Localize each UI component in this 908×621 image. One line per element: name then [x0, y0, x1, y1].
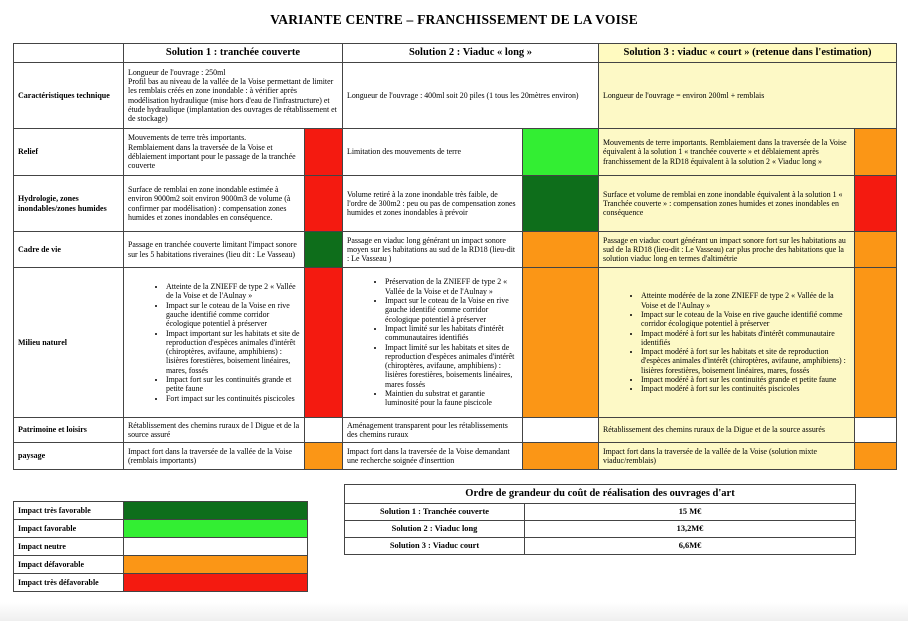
s3-impact-cell: [855, 418, 897, 443]
s2-text: Limitation des mouvements de terre: [343, 129, 523, 176]
impact-legend: [13, 501, 308, 592]
s2-impact-cell: [523, 418, 599, 443]
cost-title-row: [345, 485, 856, 504]
bullet-item: • Atteinte de la ZNIEFF de type 2 « Vallée de la Voise et de l'Aulnay »: [166, 282, 300, 301]
s2-bullet-list: [347, 277, 518, 407]
cost-value: 6,6M€: [525, 538, 856, 555]
header-solution-3: Solution 3 : viaduc « court » (retenue dans l'estimation): [599, 44, 897, 63]
legend-label: Impact très défavorable: [14, 574, 124, 592]
page-bottom-shadow: [0, 602, 908, 621]
bullet-item: • Préservation de la ZNIEFF de type 2 « Vallée de la Voise et de l'Aulnay »: [385, 277, 518, 296]
s3-impact-cell: [855, 176, 897, 232]
s1-impact-cell: [305, 418, 343, 443]
legend-swatch: [124, 574, 308, 592]
s3-text: Passage en viaduc court générant un impact sonore fort sur les habitations au sud de la RD18 (lieu-dit : Le Vasseau) car plus proche des habitations que la solution viaduc long en termes d'altimétrie: [599, 232, 855, 268]
s1-text: Rétablissement des chemins ruraux de l Digue et de la source assuré: [124, 418, 305, 443]
s2-text: Impact fort dans la traversée de la Voise demandant une recherche soignée d'inserttion: [343, 443, 523, 470]
legend-swatch: [124, 520, 308, 538]
row-label: paysage: [14, 443, 124, 470]
legend-label: Impact neutre: [14, 538, 124, 556]
s2-impact-cell: [523, 268, 599, 418]
s1-impact-cell: [305, 443, 343, 470]
s3-text: Impact fort dans la traversée de la vallée de la Voise (solution mixte viaduc/remblais): [599, 443, 855, 470]
bullet-item: • Fort impact sur les continuités piscicoles: [166, 394, 300, 403]
s3-text: Longueur de l'ouvrage = environ 200ml + remblais: [599, 63, 897, 129]
s1-text: Impact fort dans la traversée de la vallée de la Voise (remblais importants): [124, 443, 305, 470]
row-label: Relief: [14, 129, 124, 176]
bullet-item: • Impact modéré à fort sur les continuités grande et petite faune: [641, 375, 850, 384]
row-label: Milieu naturel: [14, 268, 124, 418]
s2-text: Longueur de l'ouvrage : 400ml soit 20 piles (1 tous les 20mètres environ): [343, 63, 599, 129]
cost-row: [345, 538, 856, 555]
row-patrimoine: [14, 418, 897, 443]
legend-label: Impact défavorable: [14, 556, 124, 574]
bullet-item: • Impact modéré à fort sur les continuités piscicoles: [641, 384, 850, 393]
s1-impact-cell: [305, 176, 343, 232]
s1-impact-cell: [305, 232, 343, 268]
row-paysage: [14, 443, 897, 470]
cost-label: Solution 3 : Viaduc court: [345, 538, 525, 555]
cost-value: 13,2M€: [525, 521, 856, 538]
s1-text: Surface de remblai en zone inondable estimée à environ 9000m2 soit environ 9000m3 de volume (à confirmer par modélisation) : compensation zones humides et zones inondables en conséquence.: [124, 176, 305, 232]
s2-impact-cell: [523, 232, 599, 268]
s1-text: Longueur de l'ouvrage : 250ml Profil bas au niveau de la vallée de la Voise permettant de limiter les remblais créés en zone inondable : à vérifier après modélisation hydraulique (mise hors d'eau de l'infrastructure) et étude hydraulique (implantation des ouvrages de rétablissement et de stockage): [124, 63, 343, 129]
row-caracteristiques: [14, 63, 897, 129]
cost-row: [345, 504, 856, 521]
row-label: Cadre de vie: [14, 232, 124, 268]
bullet-item: • Impact sur le coteau de la Voise en rive gauche identifié comme corridor écologique potentiel à préserver: [641, 310, 850, 329]
cost-title: Ordre de grandeur du coût de réalisation des ouvrages d'art: [345, 485, 856, 504]
header-row: [14, 44, 897, 63]
cost-label: Solution 1 : Tranchée couverte: [345, 504, 525, 521]
legend-item: [14, 574, 308, 592]
s2-impact-cell: [523, 176, 599, 232]
cost-value: 15 M€: [525, 504, 856, 521]
s3-impact-cell: [855, 268, 897, 418]
page-title: VARIANTE CENTRE – FRANCHISSEMENT DE LA VOISE: [270, 12, 638, 27]
s2-text: Passage en viaduc long générant un impact sonore moyen sur les habitations au sud de la RD18 (lieu-dit : Le Vasseau ): [343, 232, 523, 268]
row-label: Patrimoine et loisirs: [14, 418, 124, 443]
legend-swatch: [124, 538, 308, 556]
cost-row: [345, 521, 856, 538]
row-cadre-de-vie: [14, 232, 897, 268]
cost-table: [344, 484, 856, 555]
row-milieu-naturel: [14, 268, 897, 418]
legend-label: Impact très favorable: [14, 502, 124, 520]
s3-list-cell: [599, 268, 855, 418]
s3-text: Surface et volume de remblai en zone inondable équivalent à la solution 1 « Tranchée couverte » : compensation zones humides et zones inondables en conséquence: [599, 176, 855, 232]
comparison-table: [13, 43, 897, 470]
s3-text: Mouvements de terre importants. Remblaiement dans la traversée de la Voise équivalent à la solution 1 « tranchée couverte » et déblaiement après franchissement de la RD18 équivalent à la solution 2 « Viaduc long »: [599, 129, 855, 176]
cost-label: Solution 2 : Viaduc long: [345, 521, 525, 538]
s1-text: Passage en tranchée couverte limitant l'impact sonore sur les 5 habitations riveraines (lieu dit : Le Vasseau): [124, 232, 305, 268]
bullet-item: • Impact sur le coteau de la Voise en rive gauche identifié comme corridor écologique potentiel à préserver: [385, 296, 518, 324]
s2-impact-cell: [523, 443, 599, 470]
bullet-item: • Atteinte modérée de la zone ZNIEFF de type 2 « Vallée de la Voise et de l'Aulnay »: [641, 291, 850, 310]
bullet-item: • Maintien du substrat et garantie luminosité pour la faune piscicole: [385, 389, 518, 408]
bullet-item: • Impact limité sur les habitats d'intérêt communautaires identifiés: [385, 324, 518, 343]
row-label: Caractéristiques technique: [14, 63, 124, 129]
header-empty: [14, 44, 124, 63]
legend-item: [14, 556, 308, 574]
s3-text: Rétablissement des chemins ruraux de la Digue et de la source assurés: [599, 418, 855, 443]
legend-item: [14, 538, 308, 556]
bullet-item: • Impact important sur les habitats et site de reproduction d'espèces animales d'intérêt (chiroptères, avifaune, amphibiens) : lisières forestières, boisement linéaires, mares, fossés: [166, 329, 300, 375]
bullet-item: • Impact fort sur les continuités grande et petite faune: [166, 375, 300, 394]
s3-impact-cell: [855, 232, 897, 268]
header-solution-1: Solution 1 : tranchée couverte: [124, 44, 343, 63]
bullet-item: • Impact modéré à fort sur les habitats d'intérêt communautaire identifiés: [641, 329, 850, 348]
bullet-item: • Impact limité sur les habitats et sites de reproduction d'espèces animales d'intérêt (chiroptères, avifaune, amphibiens) : lisières forestières, boisements linéaires, mares fossés: [385, 343, 518, 389]
row-relief: [14, 129, 897, 176]
bullet-item: • Impact sur le coteau de la Voise en rive gauche identifié comme corridor écologique potentiel à préserver: [166, 301, 300, 329]
s2-impact-cell: [523, 129, 599, 176]
s3-impact-cell: [855, 443, 897, 470]
legend-item: [14, 502, 308, 520]
bullet-item: • Impact modéré à fort sur les habitats et site de reproduction d'espèces animales d'intérêt (chiroptères, avifaune, amphibiens) : lisières forestières, boisement linéaires, mares, fossés: [641, 347, 850, 375]
s2-text: Aménagement transparent pour les rétablissements des chemins ruraux: [343, 418, 523, 443]
legend-label: Impact favorable: [14, 520, 124, 538]
row-label: Hydrologie, zones inondables/zones humides: [14, 176, 124, 232]
s3-bullet-list: [603, 291, 850, 393]
s1-list-cell: [124, 268, 305, 418]
row-hydrologie: [14, 176, 897, 232]
s1-impact-cell: [305, 268, 343, 418]
legend-item: [14, 520, 308, 538]
s1-bullet-list: [128, 282, 300, 403]
legend-swatch: [124, 556, 308, 574]
header-solution-2: Solution 2 : Viaduc « long »: [343, 44, 599, 63]
legend-swatch: [124, 502, 308, 520]
s1-impact-cell: [305, 129, 343, 176]
s2-text: Volume retiré à la zone inondable très faible, de l'ordre de 300m2 : peu ou pas de compensation zones humides et zones inondables à prévoir: [343, 176, 523, 232]
s1-text: Mouvements de terre très importants. Remblaiement dans la traversée de la Voise et déblaiement important pour le passage de la tranchée couverte: [124, 129, 305, 176]
s2-list-cell: [343, 268, 523, 418]
s3-impact-cell: [855, 129, 897, 176]
